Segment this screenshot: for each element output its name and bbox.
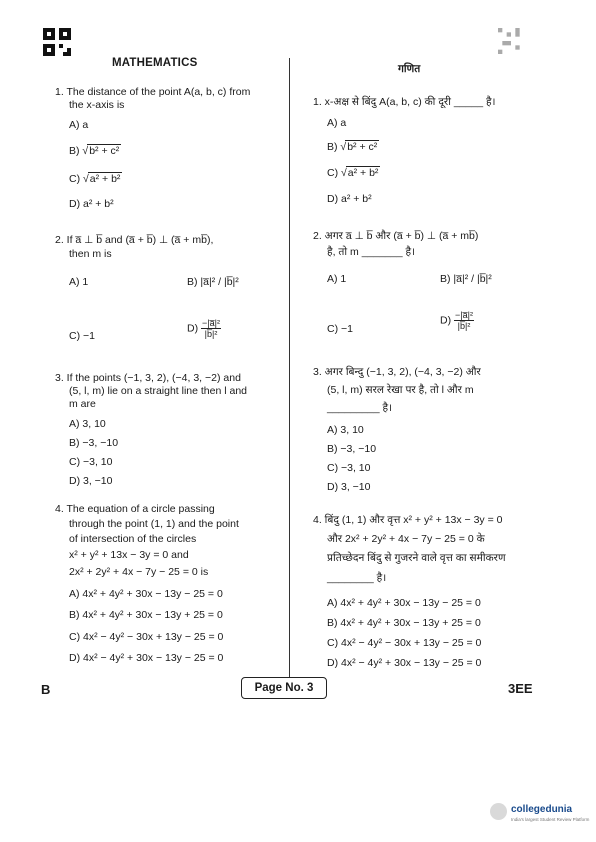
question-text: the x-axis is — [69, 99, 125, 111]
option-b: B) √b² + c² — [69, 145, 120, 157]
paper-code: 3EE — [508, 681, 533, 696]
question-text: ________ है। — [327, 572, 387, 584]
page-title-hindi: गणित — [398, 63, 421, 75]
question-text: 2. अगर a̅ ⊥ b̅ और (a̅ + b̅) ⊥ (a̅ + mb̅) — [313, 230, 479, 242]
page-number: Page No. 3 — [241, 677, 327, 699]
question-text: 2. If a̅ ⊥ b̅ and (a̅ + b̅) ⊥ (a̅ + mb̅), — [55, 234, 214, 246]
option-d: D) 3, −10 — [327, 481, 371, 493]
option-c: C) 4x² − 4y² − 30x + 13y − 25 = 0 — [69, 631, 224, 643]
option-b: B) −3, −10 — [69, 437, 119, 449]
option-c: C) −1 — [327, 323, 353, 335]
option-a: A) 3, 10 — [327, 424, 364, 436]
option-a: A) a — [327, 117, 347, 129]
question-text: (5, l, m) lie on a straight line then l and — [69, 385, 248, 397]
question-text: 4. The equation of a circle passing — [55, 503, 215, 515]
option-a: A) 1 — [327, 273, 347, 285]
question-text: then m is — [69, 248, 112, 260]
option-d: D) a² + b² — [69, 198, 114, 210]
option-b: B) |a̅|² / |b̅|² — [440, 273, 492, 285]
option-c: C) −1 — [69, 330, 95, 342]
option-d: D) 3, −10 — [69, 475, 113, 487]
booklet-series: B — [41, 682, 51, 697]
question-text: 4. बिंदु (1, 1) और वृत्त x² + y² + 13x − 3y = 0 — [313, 514, 503, 526]
option-a: A) 4x² + 4y² + 30x − 13y − 25 = 0 — [327, 597, 481, 609]
question-text: m are — [69, 398, 96, 410]
question-text: 2x² + 2y² + 4x − 7y − 25 = 0 is — [69, 566, 209, 578]
question-text: x² + y² + 13x − 3y = 0 and — [69, 549, 189, 561]
option-c: C) −3, 10 — [327, 462, 371, 474]
option-a: A) 4x² + 4y² + 30x − 13y − 25 = 0 — [69, 588, 223, 600]
option-b: B) −3, −10 — [327, 443, 377, 455]
column-divider — [289, 58, 290, 678]
option-b: B) |a̅|² / |b̅|² — [187, 276, 239, 288]
option-d: D) 4x² − 4y² + 30x − 13y − 25 = 0 — [327, 657, 482, 669]
collegedunia-logo-icon — [490, 803, 507, 820]
question-text: प्रतिच्छेदन बिंदु से गुजरने वाले वृत्त का समीकरण — [327, 552, 506, 564]
option-c: C) √a² + b² — [327, 167, 379, 179]
option-d: D) $\frac{\text{−|a̅|²}}{\text{|b̅|²}}$ — [440, 310, 473, 331]
brand-name: collegedunia — [511, 804, 573, 815]
question-text: of intersection of the circles — [69, 533, 197, 545]
option-b: B) 4x² + 4y² + 30x − 13y + 25 = 0 — [327, 617, 481, 629]
qr-code-icon — [43, 28, 71, 56]
option-d: D) $\frac{\text{−|a̅|²}}{\text{|b̅|²}}$ — [187, 318, 220, 339]
question-text: 3. अगर बिन्दु (−1, 3, 2), (−4, 3, −2) और — [313, 366, 481, 378]
question-text: (5, l, m) सरल रेखा पर है, तो l और m — [327, 384, 474, 396]
option-c: C) 4x² − 4y² − 30x + 13y − 25 = 0 — [327, 637, 482, 649]
option-d: D) a² + b² — [327, 193, 372, 205]
scan-mark-icon — [498, 28, 524, 54]
option-b: B) 4x² + 4y² + 30x − 13y + 25 = 0 — [69, 609, 223, 621]
question-text: और 2x² + 2y² + 4x − 7y − 25 = 0 के — [327, 533, 485, 545]
option-c: C) √a² + b² — [69, 173, 121, 185]
question-text: 1. The distance of the point A(a, b, c) from — [55, 86, 251, 98]
question-text: through the point (1, 1) and the point — [69, 518, 239, 530]
option-b: B) √b² + c² — [327, 141, 378, 153]
option-c: C) −3, 10 — [69, 456, 113, 468]
question-text: 1. x-अक्ष से बिंदु A(a, b, c) की दूरी _____ है। — [313, 96, 496, 108]
option-a: A) a — [69, 119, 89, 131]
question-text: है, तो m _______ है। — [327, 246, 416, 258]
option-a: A) 1 — [69, 276, 89, 288]
question-text: _________ है। — [327, 402, 393, 414]
page-title-english: MATHEMATICS — [112, 57, 198, 69]
brand-tagline: India's largest Student Review Platform — [511, 817, 590, 822]
option-a: A) 3, 10 — [69, 418, 106, 430]
option-d: D) 4x² − 4y² + 30x − 13y − 25 = 0 — [69, 652, 224, 664]
question-text: 3. If the points (−1, 3, 2), (−4, 3, −2) and — [55, 372, 241, 384]
